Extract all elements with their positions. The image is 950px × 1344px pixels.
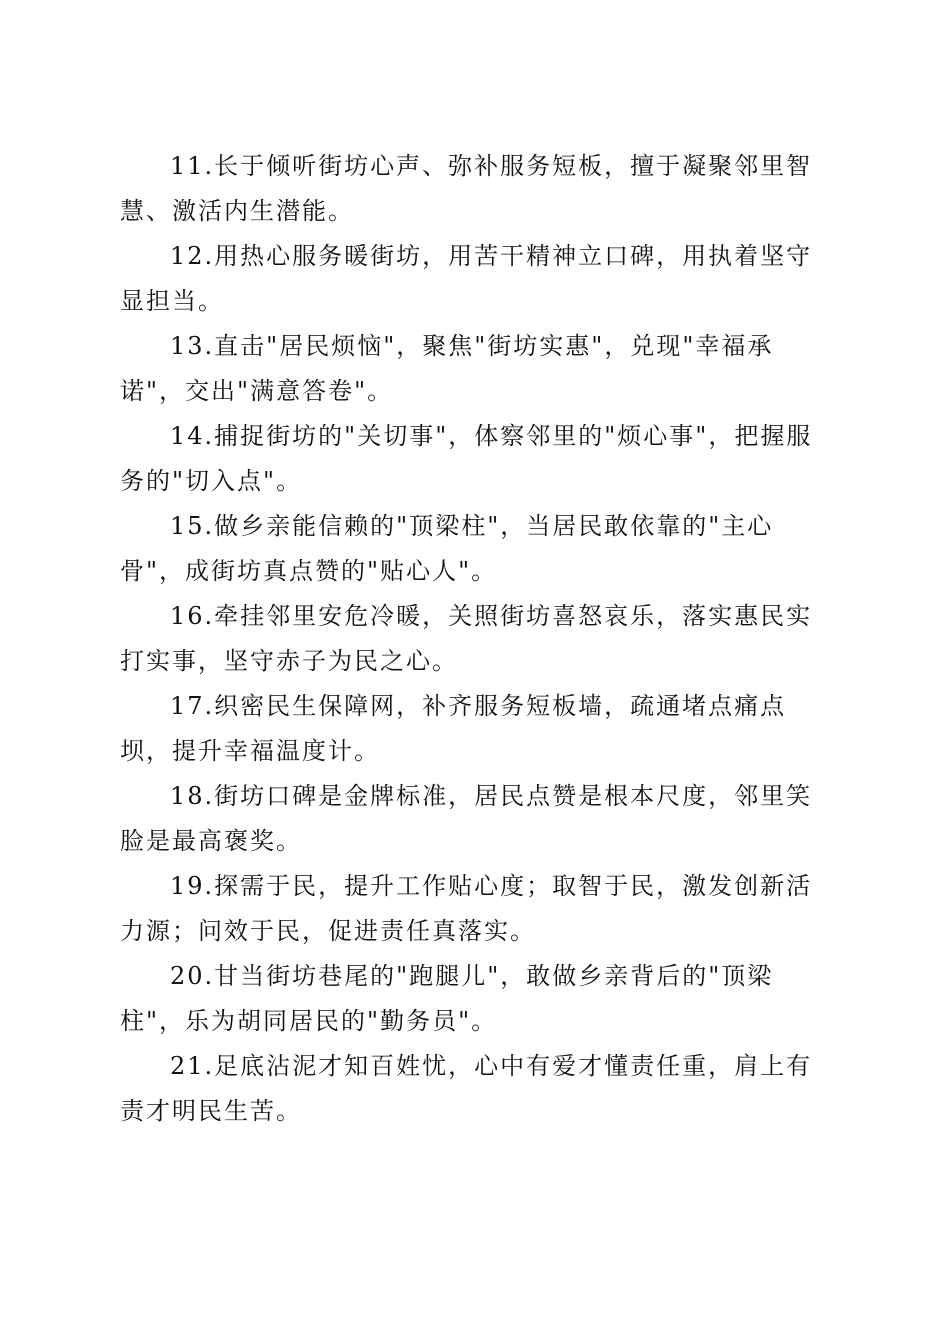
paragraph-18: 18.街坊口碑是金牌标准，居民点赞是根本尺度，邻里笑脸是最高褒奖。: [120, 782, 813, 855]
paragraph-16: 16.牵挂邻里安危冷暖，关照街坊喜怒哀乐，落实惠民实打实事，坚守赤子为民之心。: [120, 602, 813, 675]
paragraph-21: 21.足底沾泥才知百姓忧，心中有爱才懂责任重，肩上有责才明民生苦。: [120, 1052, 813, 1125]
document-body: [120, 144, 832, 1134]
paragraph-14: 14.捕捉街坊的"关切事"，体察邻里的"烦心事"，把握服务的"切入点"。: [120, 422, 813, 495]
paragraph-19: 19.探需于民，提升工作贴心度；取智于民，激发创新活力源；问效于民，促进责任真落实。: [120, 872, 813, 945]
paragraph-15: 15.做乡亲能信赖的"顶梁柱"，当居民敢依靠的"主心骨"，成街坊真点赞的"贴心人"。: [120, 512, 774, 585]
paragraph-17: 17.织密民生保障网，补齐服务短板墙，疏通堵点痛点坝，提升幸福温度计。: [120, 692, 787, 765]
paragraph-11: 11.长于倾听街坊心声、弥补服务短板，擅于凝聚邻里智慧、激活内生潜能。: [120, 152, 813, 225]
paragraph-12: 12.用热心服务暖街坊，用苦干精神立口碑，用执着坚守显担当。: [120, 242, 813, 315]
paragraph-13: 13.直击"居民烦恼"，聚焦"街坊实惠"，兑现"幸福承诺"，交出"满意答卷"。: [120, 332, 774, 405]
paragraph-20: 20.甘当街坊巷尾的"跑腿儿"，敢做乡亲背后的"顶梁柱"，乐为胡同居民的"勤务员"。: [120, 962, 774, 1035]
